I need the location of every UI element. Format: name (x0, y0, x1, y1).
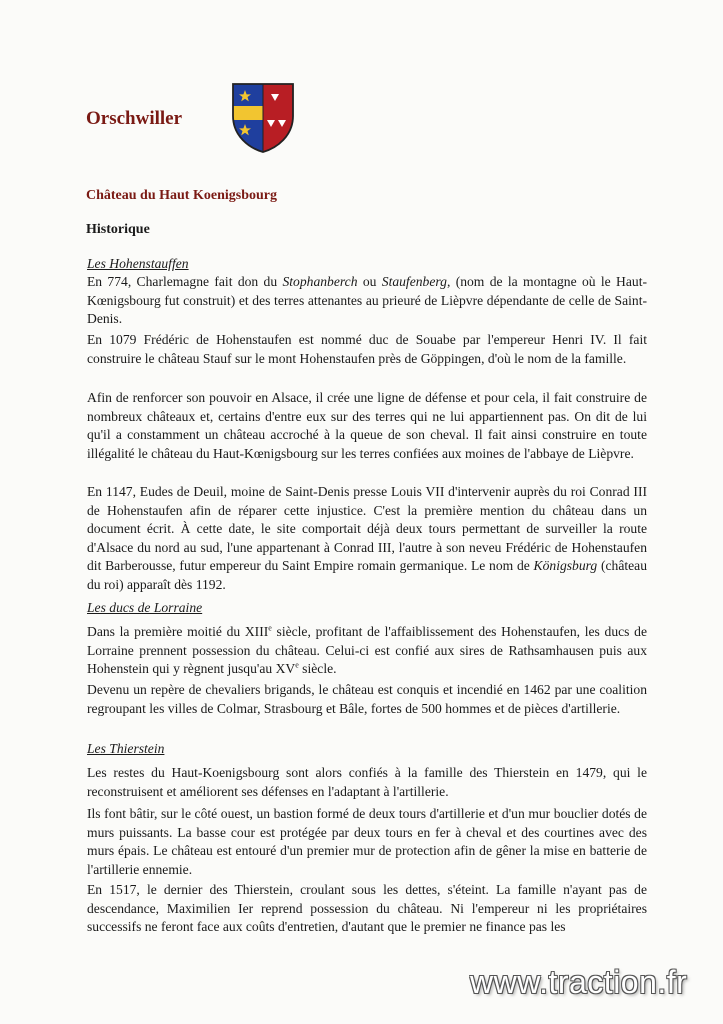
town-title: Orschwiller (86, 108, 183, 129)
paragraph: En 1147, Eudes de Deuil, moine de Saint-Denis presse Louis VII d'intervenir auprès du roi Conrad III de Hohenstaufen afin de réparer cette injustice. C'est la première mention du château dans un document écrit. À cette date, le site comportait déjà deux tours permettant de surveiller la route d'Alsace du nord au sud, l'une appartenant à Conrad III, l'autre à son neveu Frédéric de Hohenstaufen dit Barberousse, futur empereur du Saint Empire romain germanique. Le nom de Königsburg (château du roi) apparaît dès 1192. (87, 484, 648, 592)
paragraph: Afin de renforcer son pouvoir en Alsace, il crée une ligne de défense et pour cela, il fait construire de nombreux châteaux et, certains d'entre eux sur des terres qui ne lui appartiennent pas. On dit de lui qu'il a constamment un château accroché à la queue de son cheval. Il fait ainsi construire en toute illégalité le château du Haut-Kœnigsbourg sur les terres confiées aux moines de l'abbaye de Lièpvre. (87, 390, 647, 461)
watermark: www.traction.fr (470, 964, 688, 1000)
paragraph: Dans la première moitié du XIIIe siècle, profitant de l'affaiblissement des Hohenstaufen, les ducs de Lorraine prennent possession du château. Celui-ci est confié aux sires de Rathsamhausen puis aux Hohenstein qui y règnent jusqu'au XVe siècle. (87, 623, 647, 677)
paragraph: En 774, Charlemagne fait don du Stophanberch ou Staufenberg, (nom de la montagne où le Haut-Kœnigsbourg fut construit) et des terres attenantes au prieuré de Lièpvre dépendante de celle de Saint-Denis. (87, 274, 647, 327)
paragraph: Ils font bâtir, sur le côté ouest, un bastion formé de deux tours d'artillerie et d'un mur bouclier dotés de murs puissants. La basse cour est protégée par deux tours en fer à cheval et des courtines avec des murs épais. Le château est entouré d'un premier mur de protection afin de gêner la mise en batterie de l'artillerie ennemie. (87, 806, 647, 877)
chateau-title: Château du Haut Koenigsbourg (86, 188, 277, 203)
paragraph: En 1079 Frédéric de Hohenstaufen est nommé duc de Souabe par l'empereur Henri IV. Il fait construire le château Stauf sur le mont Hohenstaufen près de Göppingen, d'où le nom de la famille. (87, 332, 647, 366)
paragraph: Les restes du Haut-Koenigsbourg sont alors confiés à la famille des Thierstein en 1479, qui le reconstruisent et améliorent ses défenses en l'adaptant à l'artillerie. (87, 765, 647, 799)
section-heading-hohenstauffen: Les Hohenstauffen (87, 256, 189, 271)
section-heading-ducs-de-lorraine: Les ducs de Lorraine (87, 600, 203, 615)
paragraph: Devenu un repère de chevaliers brigands, le château est conquis et incendié en 1462 par une coalition regroupant les villes de Colmar, Strasbourg et Bâle, fortes de 500 hommes et de pièces d'artillerie. (87, 682, 647, 716)
historique-heading: Historique (86, 222, 150, 237)
paragraph: En 1517, le dernier des Thierstein, croulant sous les dettes, s'éteint. La famille n'ayant pas de descendance, Maximilien Ier reprend possession du château. Ni l'empereur ni les propriétaires successifs ne feront face aux coûts d'entretien, d'autant que le premier ne finance pas les (87, 882, 647, 935)
section-heading-thierstein: Les Thierstein (87, 741, 165, 756)
coat-of-arms-icon (231, 82, 295, 154)
